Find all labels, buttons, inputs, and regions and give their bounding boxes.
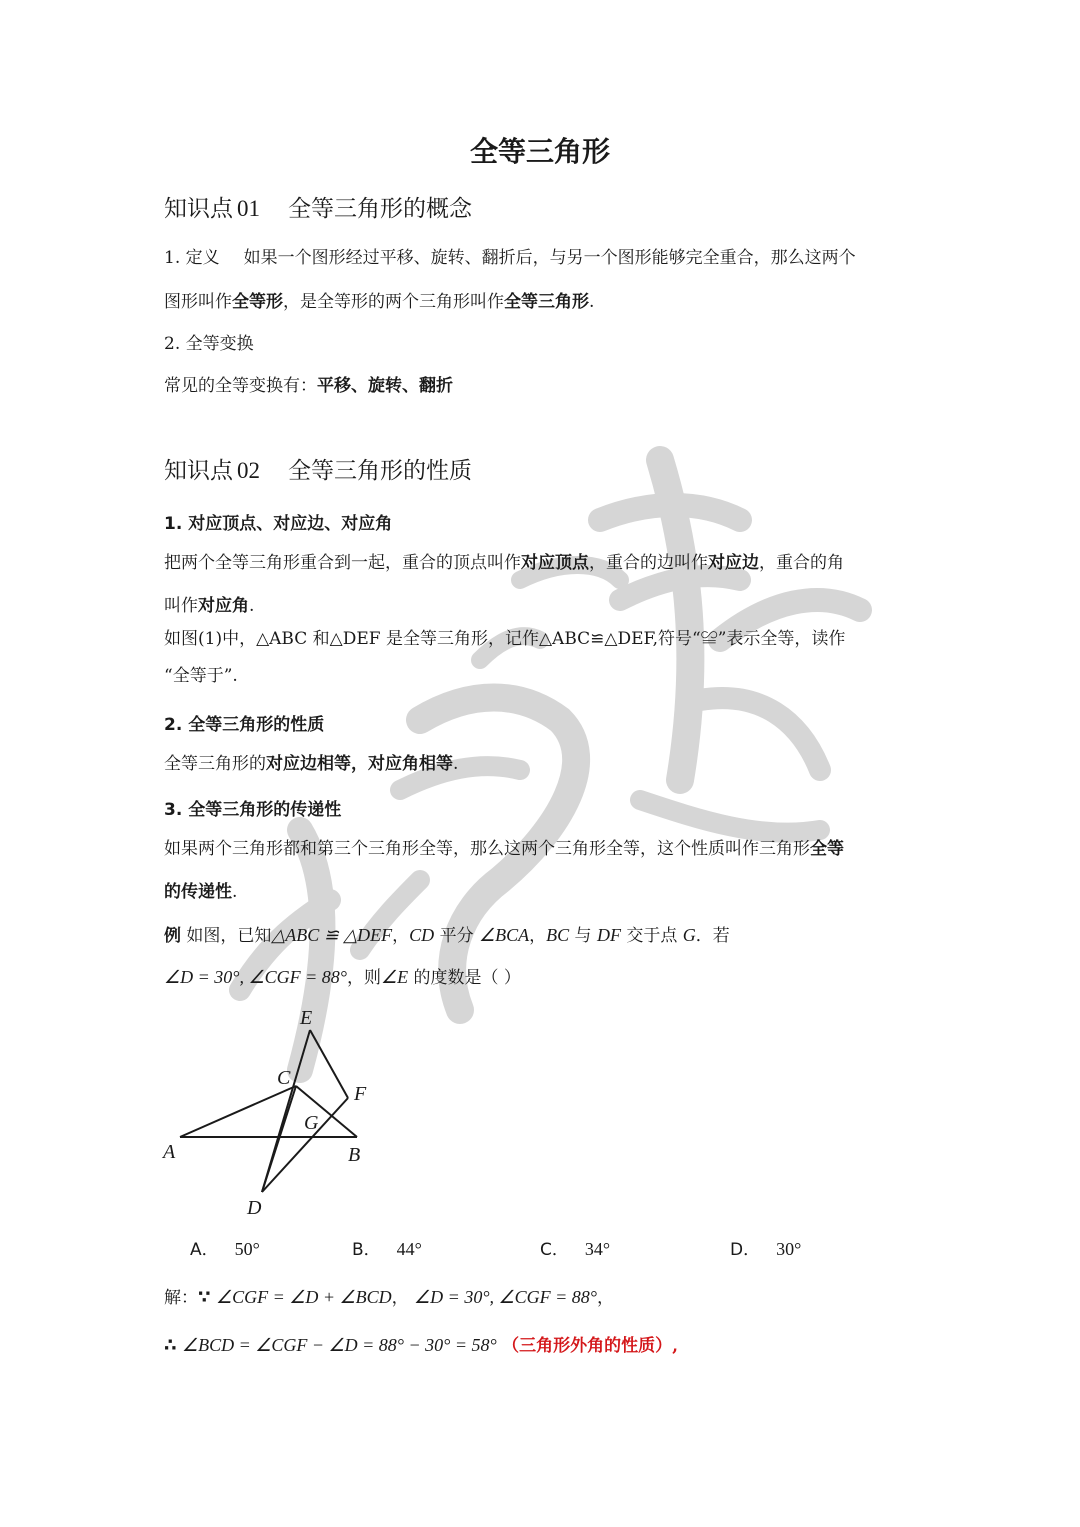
example-text-c: ，: [392, 926, 410, 946]
definition-text-2c: ，是全等形的两个三角形叫作: [283, 292, 504, 312]
term-transitivity-a: 全等: [810, 839, 844, 859]
term-property: 对应边相等，对应角相等: [266, 754, 453, 774]
example-text-e: 平分: [434, 926, 479, 946]
section1-heading-label: 知识点: [164, 196, 233, 222]
solution-label: 解：: [164, 1288, 198, 1308]
sub1-line-3: 如图(1)中，△ABC 和△DEF 是全等三角形，记作△ABC≌△DEF,符号“≌”表示全等，读作: [164, 629, 846, 649]
label-e: E: [300, 1007, 313, 1029]
sub1-line-2: [164, 593, 254, 619]
segment-ac: [180, 1086, 296, 1137]
example-math-bca: ∠BCA: [479, 925, 530, 945]
example-math-e: ∠E: [380, 967, 409, 987]
section2-heading-label: 知识点: [164, 458, 233, 484]
section1-heading-text: 全等三角形的概念: [288, 196, 472, 222]
example-text-g: ，: [529, 926, 547, 946]
option-c-value: 34°: [584, 1239, 611, 1259]
example-text-2d: 的度数是（ ）: [408, 968, 521, 988]
term-congruent-triangle: 全等三角形: [504, 292, 589, 312]
solution-math-3: ∠BCD = ∠CGF − ∠D = 88° − 30° = 58°: [181, 1335, 497, 1355]
definition-line-1: [164, 245, 856, 271]
option-b-value: 44°: [396, 1239, 422, 1259]
solution-math-1: ∠CGF = ∠D + ∠BCD: [215, 1287, 392, 1307]
segment-fe: [310, 1030, 348, 1098]
option-d[interactable]: [730, 1235, 801, 1260]
example-math-g: G: [682, 925, 696, 945]
term-transitivity-b: 的传递性: [164, 882, 232, 902]
option-d-letter: D．: [730, 1240, 761, 1260]
definition-line-2: [164, 289, 594, 315]
label-d: D: [247, 1197, 262, 1219]
sub1-text-2c: .: [249, 596, 255, 616]
sub2-title: 2. 全等三角形的性质: [164, 715, 325, 735]
sub3-text-a: 如果两个三角形都和第三个三角形全等，那么这两个三角形全等，这个性质叫作三角形: [164, 839, 810, 859]
term-corresponding-vertex: 对应顶点: [521, 553, 589, 573]
sub3-text-2b: .: [232, 882, 238, 902]
transform-label: 2. 全等变换: [164, 334, 254, 354]
transform-line: [164, 373, 453, 399]
page-title: 全等三角形: [469, 135, 610, 168]
example-math-cd: CD: [409, 925, 435, 945]
option-b[interactable]: [352, 1235, 422, 1260]
sub2-text-c: .: [453, 754, 459, 774]
example-text-2b: ，则: [346, 968, 381, 988]
triangle-figure: [150, 1000, 410, 1225]
transform-terms: 平移、旋转、翻折: [317, 376, 453, 396]
solution-math-2: ∠D = 30°, ∠CGF = 88°: [414, 1287, 598, 1307]
option-a-letter: A．: [190, 1240, 219, 1260]
definition-label: 1. 定义: [164, 248, 220, 268]
example-text-i: 与: [569, 926, 597, 946]
sub1-text-2a: 叫作: [164, 596, 198, 616]
option-a[interactable]: [190, 1235, 260, 1260]
sub1-line-1: [164, 550, 844, 576]
transform-text: 常见的全等变换有：: [164, 376, 317, 396]
section2-heading-text: 全等三角形的性质: [288, 458, 472, 484]
option-c-letter: C．: [540, 1240, 569, 1260]
label-f: F: [354, 1083, 367, 1105]
section1-heading-num: 01: [237, 196, 260, 221]
sub1-text-a: 把两个全等三角形重合到一起，重合的顶点叫作: [164, 553, 521, 573]
sub2-line-1: [164, 751, 458, 777]
definition-text-2a: 图形叫作: [164, 292, 232, 312]
example-text-m: ．若: [695, 926, 730, 946]
label-b: B: [348, 1144, 361, 1166]
example-math-congruence: △ABC ≌ △DEF: [271, 925, 393, 945]
section1-heading: [164, 190, 472, 223]
section2-heading: [164, 452, 472, 485]
option-a-value: 50°: [234, 1239, 260, 1259]
sub3-title: 3. 全等三角形的传递性: [164, 800, 342, 820]
sub1-text-c: ，重合的边叫作: [589, 553, 708, 573]
therefore-symbol: ∴: [164, 1335, 177, 1356]
term-corresponding-side: 对应边: [708, 553, 759, 573]
example-math-bc: BC: [546, 925, 570, 945]
sub2-text-a: 全等三角形的: [164, 754, 266, 774]
solution-line-2: [164, 1332, 678, 1359]
term-corresponding-angle: 对应角: [198, 596, 249, 616]
because-symbol: ∵: [198, 1287, 211, 1308]
solution-note: （三角形外角的性质）,: [502, 1336, 679, 1356]
example-text-a: 如图，已知: [186, 926, 272, 946]
example-line-1: [164, 922, 730, 949]
example-math-df: DF: [596, 925, 621, 945]
sub3-line-1: [164, 836, 844, 862]
label-c: C: [277, 1067, 291, 1089]
option-b-letter: B．: [352, 1240, 381, 1260]
label-a: A: [163, 1141, 176, 1163]
definition-text-2e: .: [589, 292, 595, 312]
example-label: 例: [164, 926, 181, 946]
term-congruent-figure: 全等形: [232, 292, 283, 312]
sub1-text-e: ，重合的角: [759, 553, 844, 573]
solution-line-1: [164, 1284, 614, 1311]
example-line-2: [164, 964, 521, 991]
solution-sep: ，: [391, 1288, 409, 1308]
sub1-title: 1. 对应顶点、对应边、对应角: [164, 514, 393, 534]
definition-text-1: 如果一个图形经过平移、旋转、翻折后，与另一个图形能够完全重合，那么这两个: [243, 248, 856, 268]
example-text-k: 交于点: [620, 926, 683, 946]
sub3-line-2: [164, 879, 237, 905]
option-d-value: 30°: [776, 1239, 802, 1259]
section2-heading-num: 02: [237, 458, 260, 483]
sub1-line-4: “全等于”.: [164, 666, 238, 686]
solution-end: ，: [597, 1288, 615, 1308]
example-math-given: ∠D = 30°, ∠CGF = 88°: [164, 967, 347, 987]
option-c[interactable]: [540, 1235, 610, 1260]
segment-ed: [262, 1030, 310, 1192]
label-g: G: [304, 1112, 319, 1134]
